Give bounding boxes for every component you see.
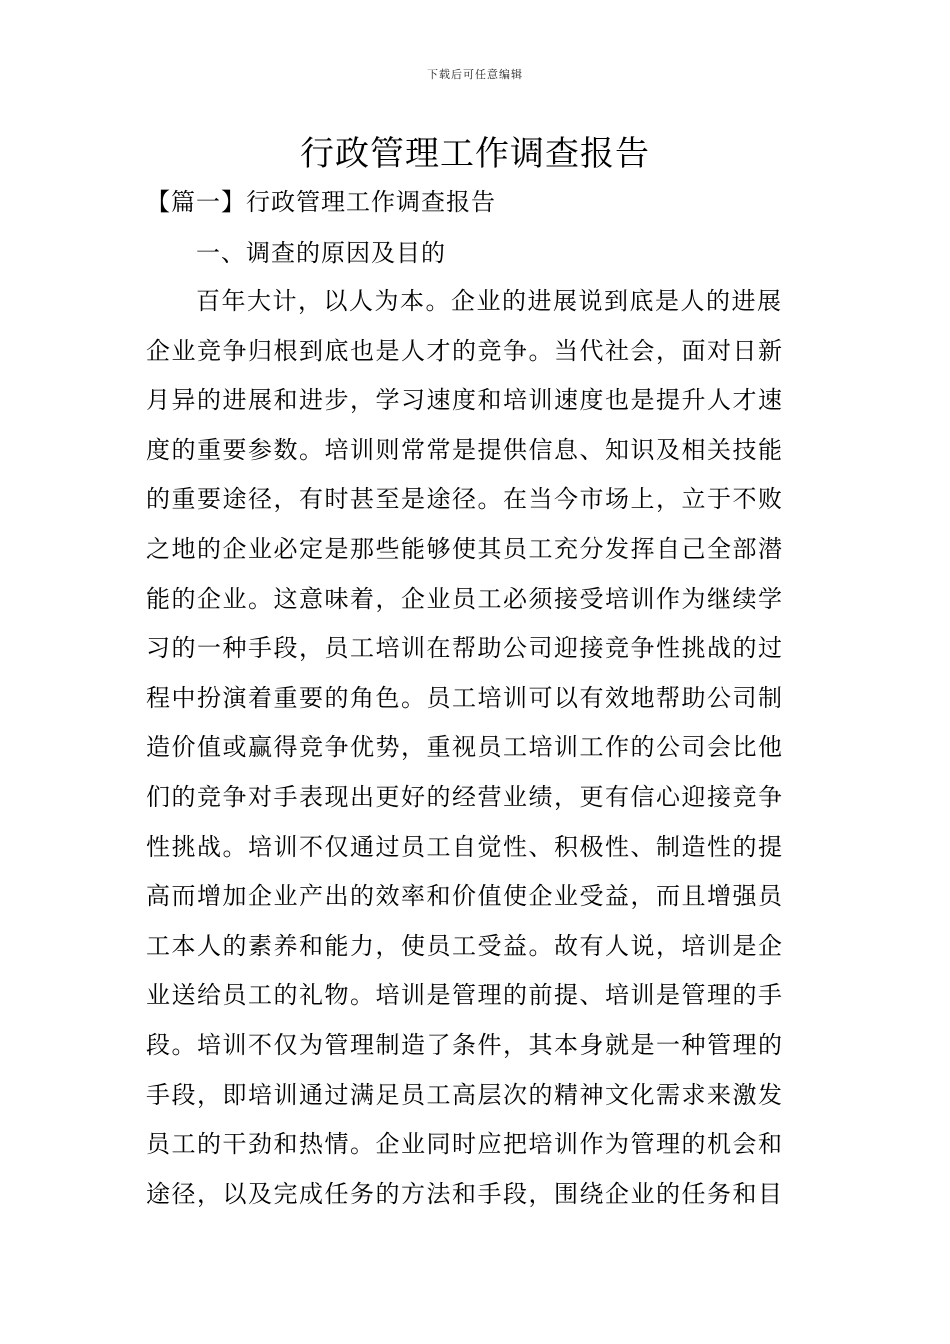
body-line: 手段，即培训通过满足员工高层次的精神文化需求来激发 (146, 1080, 784, 1109)
sub-heading: 一、调查的原因及目的 (196, 239, 446, 267)
body-line: 性挑战。培训不仅通过员工自觉性、积极性、制造性的提 (146, 832, 784, 861)
body-line: 业送给员工的礼物。培训是管理的前提、培训是管理的手 (146, 981, 784, 1010)
body-line: 程中扮演着重要的角色。员工培训可以有效地帮助公司制 (146, 683, 784, 712)
body-line: 员工的干劲和热情。企业同时应把培训作为管理的机会和 (146, 1130, 784, 1159)
document-title: 行政管理工作调查报告 (300, 134, 650, 174)
body-line: 们的竞争对手表现出更好的经营业绩，更有信心迎接竞争 (146, 782, 784, 811)
body-line: 之地的企业必定是那些能够使其员工充分发挥自己全部潜 (146, 534, 784, 563)
body-line: 造价值或赢得竞争优势，重视员工培训工作的公司会比他 (146, 733, 784, 762)
body-line: 月异的进展和进步，学习速度和培训速度也是提升人才速 (146, 386, 784, 415)
section-heading: 【篇一】行政管理工作调查报告 (146, 188, 496, 216)
body-line: 途径，以及完成任务的方法和手段，围绕企业的任务和目 (146, 1179, 784, 1208)
body-line: 习的一种手段，员工培训在帮助公司迎接竞争性挑战的过 (146, 634, 784, 663)
body-line: 度的重要参数。培训则常常是提供信息、知识及相关技能 (146, 435, 784, 464)
body-line: 高而增加企业产出的效率和价值使企业受益，而且增强员 (146, 882, 784, 911)
body-line: 工本人的素养和能力，使员工受益。故有人说，培训是企 (146, 931, 784, 960)
body-line: 百年大计，以人为本。企业的进展说到底是人的进展 (196, 287, 783, 315)
header-note: 下载后可任意编辑 (427, 68, 523, 81)
body-text (146, 285, 806, 1227)
body-line: 企业竞争归根到底也是人才的竞争。当代社会，面对日新 (146, 336, 784, 365)
body-line: 段。培训不仅为管理制造了条件，其本身就是一种管理的 (146, 1030, 784, 1059)
body-line: 的重要途径，有时甚至是途径。在当今市场上，立于不败 (146, 485, 784, 514)
body-line: 能的企业。这意味着，企业员工必须接受培训作为继续学 (146, 584, 784, 613)
